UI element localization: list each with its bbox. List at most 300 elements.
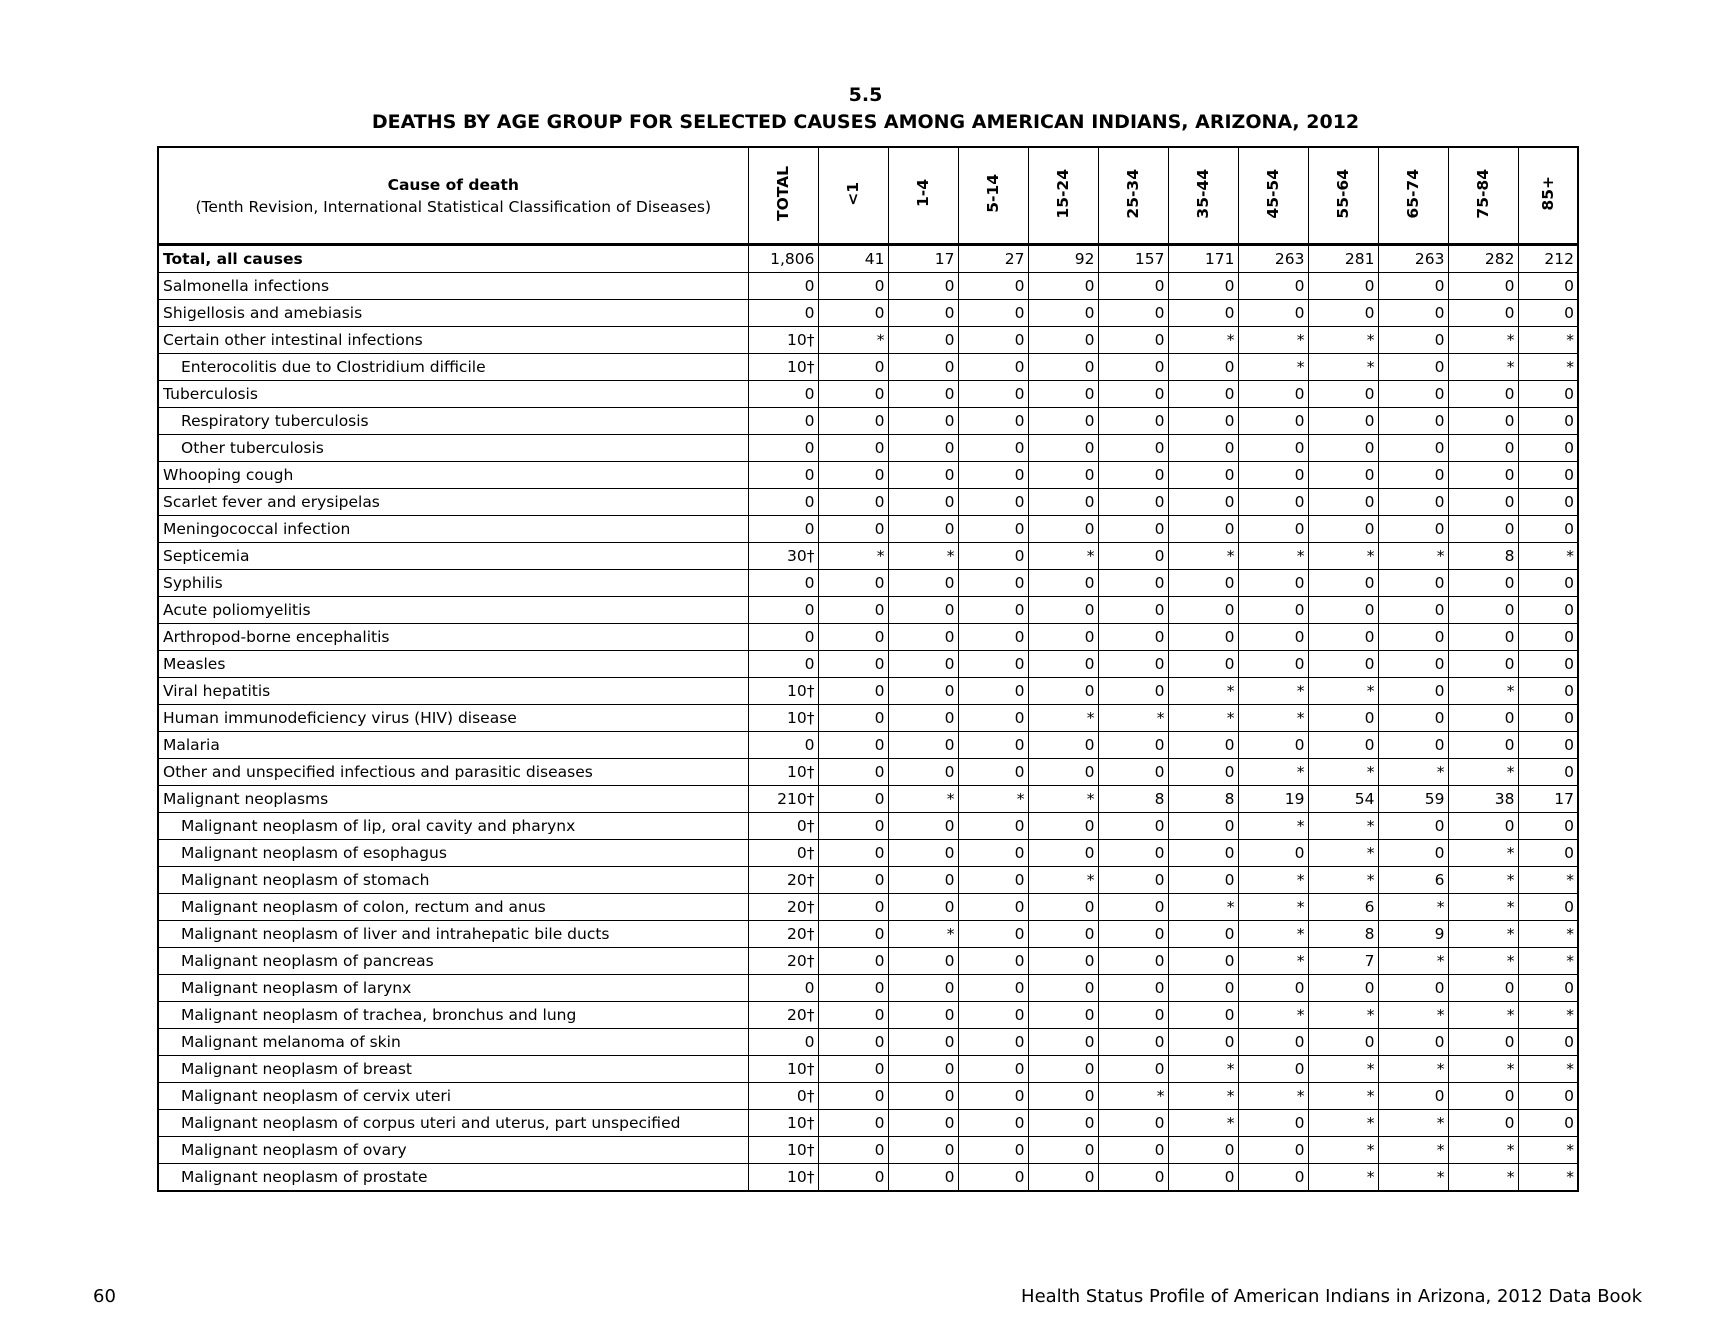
value-cell: 0 <box>888 408 958 435</box>
value-cell: 0 <box>1518 570 1578 597</box>
value-cell: 0 <box>1518 462 1578 489</box>
value-cell: 0 <box>1238 651 1308 678</box>
column-header-label: 85+ <box>1538 176 1557 211</box>
value-cell: 0 <box>1308 408 1378 435</box>
value-cell: 0 <box>1448 1083 1518 1110</box>
column-header <box>1378 147 1448 245</box>
cause-cell: Malaria <box>158 732 748 759</box>
value-cell: 0 <box>818 354 888 381</box>
value-cell: 0 <box>1448 435 1518 462</box>
cause-cell: Malignant neoplasm of prostate <box>158 1164 748 1192</box>
value-cell: * <box>1378 1137 1448 1164</box>
cause-cell: Malignant neoplasm of liver and intrahepatic bile ducts <box>158 921 748 948</box>
value-cell: 8 <box>1168 786 1238 813</box>
value-cell: 0 <box>958 975 1028 1002</box>
value-cell: 0 <box>1448 732 1518 759</box>
cause-cell: Malignant neoplasm of esophagus <box>158 840 748 867</box>
cause-header-title: Cause of death <box>387 175 519 194</box>
value-cell: 0 <box>1308 975 1378 1002</box>
value-cell: 0 <box>958 759 1028 786</box>
value-cell: 0 <box>748 489 818 516</box>
value-cell: 0 <box>1448 597 1518 624</box>
value-cell: 0 <box>818 705 888 732</box>
value-cell: 1,806 <box>748 245 818 273</box>
value-cell: * <box>818 543 888 570</box>
value-cell: 38 <box>1448 786 1518 813</box>
value-cell: 0 <box>1028 273 1098 300</box>
value-cell: 10† <box>748 1110 818 1137</box>
table-row <box>158 597 1578 624</box>
value-cell: * <box>1448 354 1518 381</box>
value-cell: 0 <box>1028 381 1098 408</box>
value-cell: 0 <box>958 570 1028 597</box>
value-cell: 0 <box>1378 462 1448 489</box>
value-cell: 0 <box>1098 948 1168 975</box>
cause-cell: Meningococcal infection <box>158 516 748 543</box>
value-cell: 17 <box>888 245 958 273</box>
value-cell: 0 <box>1098 678 1168 705</box>
value-cell: 0 <box>1378 651 1448 678</box>
value-cell: 0 <box>1028 948 1098 975</box>
value-cell: 0 <box>748 624 818 651</box>
value-cell: 0 <box>1168 516 1238 543</box>
value-cell: * <box>1168 1110 1238 1137</box>
value-cell: * <box>1238 1002 1308 1029</box>
table-row <box>158 1164 1578 1192</box>
value-cell: 0 <box>748 273 818 300</box>
value-cell: 0 <box>818 1056 888 1083</box>
value-cell: 0 <box>1168 975 1238 1002</box>
value-cell: 0 <box>1308 516 1378 543</box>
value-cell: 0 <box>748 597 818 624</box>
value-cell: 0 <box>1518 840 1578 867</box>
value-cell: * <box>1098 1083 1168 1110</box>
value-cell: 0 <box>1308 273 1378 300</box>
value-cell: 0 <box>1518 489 1578 516</box>
value-cell: 59 <box>1378 786 1448 813</box>
value-cell: 0 <box>748 651 818 678</box>
value-cell: 0 <box>1098 1110 1168 1137</box>
value-cell: 0 <box>818 462 888 489</box>
value-cell: 0 <box>1518 1083 1578 1110</box>
value-cell: 0 <box>1518 597 1578 624</box>
value-cell: 0† <box>748 840 818 867</box>
table-row <box>158 1002 1578 1029</box>
value-cell: 0 <box>818 840 888 867</box>
value-cell: 0 <box>818 1110 888 1137</box>
value-cell: * <box>1518 867 1578 894</box>
value-cell: 0 <box>1518 300 1578 327</box>
value-cell: 0 <box>958 948 1028 975</box>
value-cell: 0 <box>1098 1056 1168 1083</box>
value-cell: * <box>1238 948 1308 975</box>
value-cell: 0 <box>958 1137 1028 1164</box>
value-cell: 0 <box>1518 624 1578 651</box>
value-cell: 0 <box>958 894 1028 921</box>
value-cell: 6 <box>1378 867 1448 894</box>
value-cell: 0 <box>1028 840 1098 867</box>
value-cell: 0 <box>818 813 888 840</box>
value-cell: 210† <box>748 786 818 813</box>
value-cell: 0 <box>1308 705 1378 732</box>
value-cell: 0 <box>1448 381 1518 408</box>
value-cell: 0 <box>1028 732 1098 759</box>
value-cell: 0 <box>1168 381 1238 408</box>
column-header-label: TOTAL <box>774 166 792 221</box>
column-header <box>818 147 888 245</box>
value-cell: 0 <box>958 273 1028 300</box>
value-cell: 0 <box>818 678 888 705</box>
value-cell: 0 <box>1238 462 1308 489</box>
value-cell: 0 <box>1378 570 1448 597</box>
value-cell: 0 <box>888 354 958 381</box>
value-cell: 0 <box>818 759 888 786</box>
value-cell: 0 <box>958 813 1028 840</box>
value-cell: * <box>888 921 958 948</box>
value-cell: 0 <box>888 732 958 759</box>
value-cell: 0 <box>1098 894 1168 921</box>
value-cell: * <box>958 786 1028 813</box>
value-cell: 0 <box>1448 624 1518 651</box>
value-cell: 0 <box>1378 354 1448 381</box>
value-cell: * <box>1448 921 1518 948</box>
value-cell: 0 <box>818 1002 888 1029</box>
table-row <box>158 1110 1578 1137</box>
value-cell: 0 <box>1028 570 1098 597</box>
value-cell: * <box>1098 705 1168 732</box>
value-cell: 17 <box>1518 786 1578 813</box>
value-cell: 0 <box>1518 516 1578 543</box>
value-cell: 0 <box>888 651 958 678</box>
value-cell: 10† <box>748 759 818 786</box>
value-cell: 0 <box>1308 489 1378 516</box>
value-cell: 0 <box>1098 354 1168 381</box>
value-cell: * <box>818 327 888 354</box>
value-cell: 0 <box>1518 705 1578 732</box>
value-cell: 0 <box>1028 975 1098 1002</box>
table-number: 5.5 <box>848 84 883 106</box>
value-cell: 0 <box>958 1164 1028 1192</box>
cause-cell: Arthropod-borne encephalitis <box>158 624 748 651</box>
value-cell: 0 <box>888 705 958 732</box>
value-cell: 0 <box>1098 273 1168 300</box>
value-cell: 0 <box>1518 678 1578 705</box>
cause-cell: Certain other intestinal infections <box>158 327 748 354</box>
value-cell: * <box>1308 354 1378 381</box>
value-cell: 0 <box>1238 408 1308 435</box>
value-cell: * <box>1448 678 1518 705</box>
value-cell: 0 <box>1308 381 1378 408</box>
value-cell: 0 <box>1028 813 1098 840</box>
column-header <box>1308 147 1378 245</box>
value-cell: 0 <box>748 408 818 435</box>
value-cell: 10† <box>748 327 818 354</box>
value-cell: 0 <box>818 651 888 678</box>
table-row <box>158 300 1578 327</box>
value-cell: 0 <box>1518 813 1578 840</box>
cause-cell: Malignant neoplasm of lip, oral cavity and pharynx <box>158 813 748 840</box>
value-cell: * <box>888 786 958 813</box>
table-body <box>158 245 1578 1192</box>
value-cell: 0 <box>1448 516 1518 543</box>
value-cell: 20† <box>748 921 818 948</box>
value-cell: 0 <box>1028 921 1098 948</box>
value-cell: 0 <box>818 921 888 948</box>
value-cell: 10† <box>748 705 818 732</box>
value-cell: 0 <box>1028 1164 1098 1192</box>
value-cell: * <box>1518 1164 1578 1192</box>
column-header-label: 35-44 <box>1194 168 1212 219</box>
value-cell: * <box>1168 1083 1238 1110</box>
value-cell: 0 <box>1168 489 1238 516</box>
value-cell: 0 <box>1168 759 1238 786</box>
value-cell: 0 <box>888 489 958 516</box>
value-cell: 0 <box>1238 1110 1308 1137</box>
value-cell: 0 <box>1518 1110 1578 1137</box>
value-cell: * <box>1448 759 1518 786</box>
value-cell: 0 <box>1028 1002 1098 1029</box>
cause-cell: Scarlet fever and erysipelas <box>158 489 748 516</box>
value-cell: 0 <box>1238 975 1308 1002</box>
value-cell: 0 <box>958 354 1028 381</box>
value-cell: 7 <box>1308 948 1378 975</box>
value-cell: 10† <box>748 678 818 705</box>
column-header-label: <1 <box>844 181 862 206</box>
table-row <box>158 975 1578 1002</box>
value-cell: 0 <box>818 1083 888 1110</box>
value-cell: * <box>1238 813 1308 840</box>
table-row <box>158 813 1578 840</box>
cause-cell: Human immunodeficiency virus (HIV) disease <box>158 705 748 732</box>
cause-cell: Syphilis <box>158 570 748 597</box>
value-cell: 0 <box>818 624 888 651</box>
value-cell: 0 <box>818 273 888 300</box>
value-cell: 0 <box>1028 408 1098 435</box>
table-row <box>158 408 1578 435</box>
value-cell: 0 <box>1308 570 1378 597</box>
value-cell: 9 <box>1378 921 1448 948</box>
value-cell: 0 <box>748 435 818 462</box>
value-cell: 0 <box>818 786 888 813</box>
value-cell: * <box>888 543 958 570</box>
value-cell: 10† <box>748 1164 818 1192</box>
value-cell: 0 <box>888 327 958 354</box>
value-cell: 20† <box>748 948 818 975</box>
table-row <box>158 1056 1578 1083</box>
table-row <box>158 678 1578 705</box>
value-cell: * <box>1238 327 1308 354</box>
value-cell: 27 <box>958 245 1028 273</box>
value-cell: * <box>1378 759 1448 786</box>
value-cell: 19 <box>1238 786 1308 813</box>
value-cell: 0 <box>1378 300 1448 327</box>
value-cell: 6 <box>1308 894 1378 921</box>
table-row <box>158 381 1578 408</box>
cause-cell: Malignant neoplasm of pancreas <box>158 948 748 975</box>
value-cell: 0 <box>1448 1029 1518 1056</box>
value-cell: * <box>1028 867 1098 894</box>
value-cell: 0 <box>1168 273 1238 300</box>
value-cell: 0 <box>1168 435 1238 462</box>
value-cell: 0 <box>1308 1029 1378 1056</box>
value-cell: * <box>1308 1002 1378 1029</box>
value-cell: 0 <box>888 597 958 624</box>
table-row <box>158 948 1578 975</box>
value-cell: 0 <box>1448 462 1518 489</box>
value-cell: 0 <box>1098 921 1168 948</box>
value-cell: 0 <box>888 813 958 840</box>
cause-header-subtitle: (Tenth Revision, International Statistical Classification of Diseases) <box>195 197 711 216</box>
value-cell: 0 <box>748 732 818 759</box>
value-cell: * <box>1238 543 1308 570</box>
value-cell: 0 <box>1028 300 1098 327</box>
value-cell: 0 <box>1308 624 1378 651</box>
column-header <box>1448 147 1518 245</box>
value-cell: 0 <box>1098 489 1168 516</box>
value-cell: * <box>1378 1056 1448 1083</box>
column-header-label: 75-84 <box>1474 168 1492 219</box>
value-cell: 0 <box>958 1056 1028 1083</box>
value-cell: 0 <box>1308 435 1378 462</box>
value-cell: 0 <box>1238 273 1308 300</box>
value-cell: 0 <box>1378 1083 1448 1110</box>
value-cell: 0 <box>1238 516 1308 543</box>
value-cell: 0 <box>1028 516 1098 543</box>
value-cell: * <box>1518 1002 1578 1029</box>
value-cell: 0 <box>818 894 888 921</box>
value-cell: 0 <box>1098 624 1168 651</box>
value-cell: 0 <box>1448 489 1518 516</box>
value-cell: 0 <box>1168 651 1238 678</box>
table-row <box>158 273 1578 300</box>
value-cell: 0 <box>888 975 958 1002</box>
value-cell: 0 <box>1028 759 1098 786</box>
value-cell: 0 <box>1028 678 1098 705</box>
table-row <box>158 894 1578 921</box>
value-cell: * <box>1308 840 1378 867</box>
value-cell: 0 <box>1448 570 1518 597</box>
value-cell: 0 <box>818 381 888 408</box>
value-cell: 0 <box>888 435 958 462</box>
value-cell: 0 <box>1098 408 1168 435</box>
value-cell: 0 <box>888 300 958 327</box>
value-cell: * <box>1378 894 1448 921</box>
table-row <box>158 786 1578 813</box>
value-cell: 0 <box>958 462 1028 489</box>
cause-column-header <box>158 147 748 245</box>
value-cell: 281 <box>1308 245 1378 273</box>
value-cell: 0 <box>1518 273 1578 300</box>
value-cell: * <box>1448 867 1518 894</box>
value-cell: 0 <box>818 516 888 543</box>
value-cell: 0 <box>1378 705 1448 732</box>
table-row <box>158 651 1578 678</box>
value-cell: 0 <box>1378 408 1448 435</box>
value-cell: 0 <box>958 435 1028 462</box>
value-cell: 0 <box>1238 840 1308 867</box>
value-cell: 0 <box>1518 408 1578 435</box>
value-cell: * <box>1448 1137 1518 1164</box>
value-cell: 0 <box>958 1002 1028 1029</box>
value-cell: 0 <box>888 840 958 867</box>
column-header-label: 5-14 <box>984 174 1002 213</box>
value-cell: 0 <box>888 1002 958 1029</box>
value-cell: 0 <box>888 1110 958 1137</box>
value-cell: * <box>1308 1056 1378 1083</box>
value-cell: * <box>1448 327 1518 354</box>
table-row <box>158 759 1578 786</box>
table-row <box>158 543 1578 570</box>
value-cell: 0 <box>1028 489 1098 516</box>
value-cell: 0 <box>1238 1029 1308 1056</box>
value-cell: 0 <box>818 1029 888 1056</box>
value-cell: 0 <box>958 408 1028 435</box>
value-cell: 0 <box>1168 732 1238 759</box>
table-row <box>158 921 1578 948</box>
value-cell: * <box>1168 543 1238 570</box>
value-cell: * <box>1308 759 1378 786</box>
value-cell: * <box>1168 705 1238 732</box>
value-cell: 0 <box>1238 570 1308 597</box>
value-cell: 0 <box>958 705 1028 732</box>
value-cell: 0 <box>1168 408 1238 435</box>
footer-book-title: Health Status Profile of American Indians in Arizona, 2012 Data Book <box>1021 1286 1642 1307</box>
value-cell: * <box>1308 1164 1378 1192</box>
column-header-label: 45-54 <box>1264 168 1282 219</box>
cause-cell: Other tuberculosis <box>158 435 748 462</box>
value-cell: 0 <box>1378 489 1448 516</box>
value-cell: 0 <box>1378 678 1448 705</box>
value-cell: 0 <box>748 570 818 597</box>
value-cell: 0 <box>1168 624 1238 651</box>
value-cell: 0 <box>1168 1002 1238 1029</box>
value-cell: 0 <box>1238 435 1308 462</box>
table-row <box>158 327 1578 354</box>
value-cell: 0 <box>1378 597 1448 624</box>
value-cell: 30† <box>748 543 818 570</box>
value-cell: * <box>1518 354 1578 381</box>
value-cell: 263 <box>1238 245 1308 273</box>
cause-cell: Malignant neoplasm of ovary <box>158 1137 748 1164</box>
value-cell: 0 <box>888 1083 958 1110</box>
value-cell: * <box>1448 948 1518 975</box>
value-cell: 0 <box>1378 840 1448 867</box>
value-cell: * <box>1378 948 1448 975</box>
table-row <box>158 1029 1578 1056</box>
value-cell: 0 <box>1098 1137 1168 1164</box>
cause-cell: Respiratory tuberculosis <box>158 408 748 435</box>
value-cell: 0 <box>1028 624 1098 651</box>
value-cell: * <box>1518 948 1578 975</box>
value-cell: * <box>1308 1137 1378 1164</box>
table-title: DEATHS BY AGE GROUP FOR SELECTED CAUSES AMONG AMERICAN INDIANS, ARIZONA, 2012 <box>371 111 1360 133</box>
cause-cell: Acute poliomyelitis <box>158 597 748 624</box>
value-cell: 0 <box>958 489 1028 516</box>
value-cell: 0 <box>1028 1110 1098 1137</box>
value-cell: 0 <box>1518 732 1578 759</box>
value-cell: 0 <box>1308 300 1378 327</box>
column-header-label: 65-74 <box>1404 168 1422 219</box>
page-number: 60 <box>93 1286 116 1307</box>
value-cell: 0 <box>818 867 888 894</box>
value-cell: 0 <box>818 948 888 975</box>
value-cell: * <box>1308 867 1378 894</box>
cause-cell: Malignant neoplasm of trachea, bronchus and lung <box>158 1002 748 1029</box>
table-row <box>158 867 1578 894</box>
value-cell: 0 <box>1378 975 1448 1002</box>
value-cell: 0 <box>1308 462 1378 489</box>
value-cell: 0 <box>888 273 958 300</box>
